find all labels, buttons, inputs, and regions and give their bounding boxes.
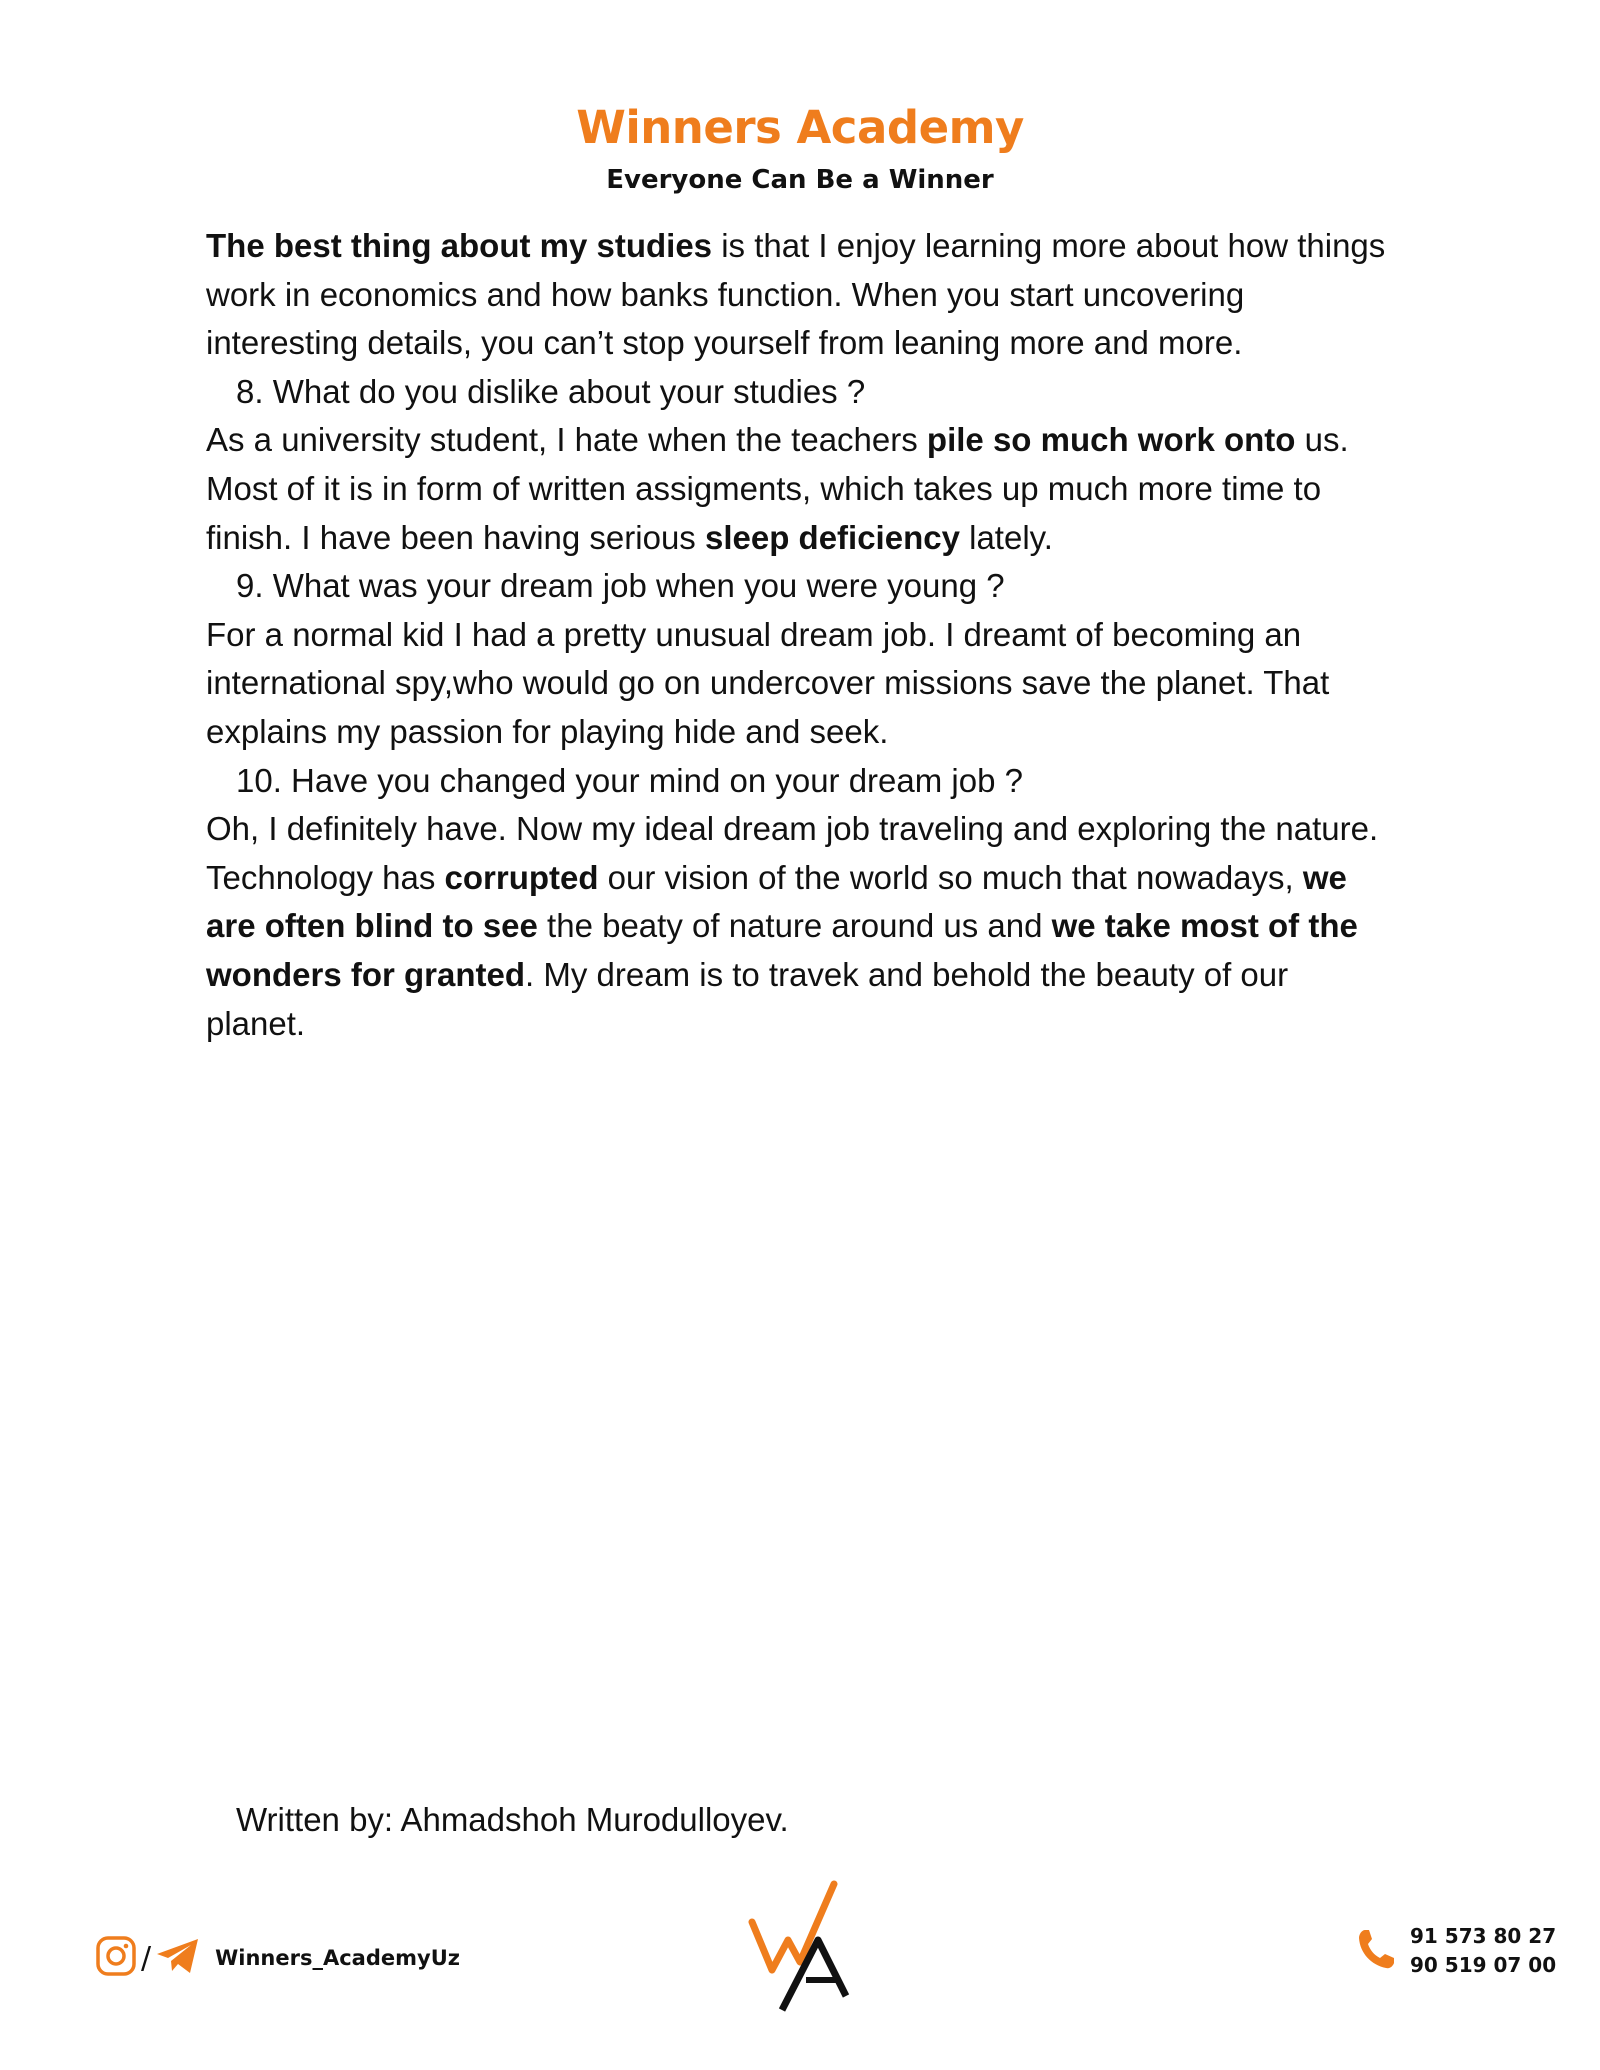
instagram-icon[interactable]: [95, 1935, 137, 1982]
bold-phrase: corrupted: [444, 858, 599, 896]
bold-phrase: we are often blind to see: [206, 858, 1347, 945]
footer-contacts: [1356, 1922, 1556, 1980]
text-run: . My dream is to travek and behold the beauty of our planet.: [206, 955, 1289, 1042]
text-run: our vision of the world so much that nowadays,: [598, 858, 1303, 896]
page-title: Winners Academy: [576, 101, 1024, 154]
bold-phrase: we take most of the wonders for granted: [206, 907, 1358, 993]
text-run: Oh, I definitely have. Now my ideal dream job traveling and exploring the nature. Technology has: [206, 810, 1379, 896]
question-10: 10. Have you changed your mind on your dream job ?: [236, 761, 1023, 799]
question-8: 8. What do you dislike about your studies ?: [236, 372, 866, 410]
footer-social: [95, 1934, 460, 1982]
body-text: [206, 222, 1396, 1048]
answer-9: For a normal kid I had a pretty unusual dream job. I dreamt of becoming an international spy,who would go on undercover missions save the planet. That explains my passion for playing hide and seek.: [206, 615, 1330, 750]
author-line: Written by: Ahmadshoh Murodulloyev.: [236, 1801, 789, 1838]
question-9: 9. What was your dream job when you were young ?: [236, 567, 1005, 605]
answer-10: [206, 805, 1396, 1048]
answer-8: [206, 416, 1396, 562]
phone-number-2[interactable]: 90 519 07 00: [1410, 1953, 1557, 1977]
phone-numbers: [1410, 1922, 1556, 1980]
social-handle[interactable]: Winners_AcademyUz: [215, 1946, 460, 1970]
wa-logo-mark: [748, 1878, 858, 2012]
bold-phrase: The best thing about my studies: [206, 227, 713, 264]
phone-icon: [1356, 1927, 1396, 1976]
separator: /: [141, 1940, 152, 1976]
text-run: us. Most of it is in form of written assigments, which takes up much more time to finish. I have been having serious: [206, 421, 1349, 556]
bold-phrase: sleep deficiency: [704, 518, 960, 556]
text-run: is that I enjoy learning more about how things work in economics and how banks function. When you start uncovering interesting details, you can’t stop yourself from leaning more and more.: [206, 227, 1386, 362]
text-run: the beaty of nature around us and: [537, 907, 1052, 945]
wa-logo: [748, 1878, 858, 2012]
text-run: As a university student, I hate when the teachers: [206, 421, 927, 459]
bold-phrase: pile so much work onto: [926, 421, 1296, 459]
telegram-icon[interactable]: [155, 1936, 201, 1981]
page-subtitle: Everyone Can Be a Winner: [606, 165, 994, 195]
header: [0, 98, 1600, 202]
text-run: lately.: [959, 518, 1053, 556]
phone-number-1[interactable]: 91 573 80 27: [1410, 1924, 1557, 1948]
paragraph-best-thing: [206, 222, 1396, 368]
